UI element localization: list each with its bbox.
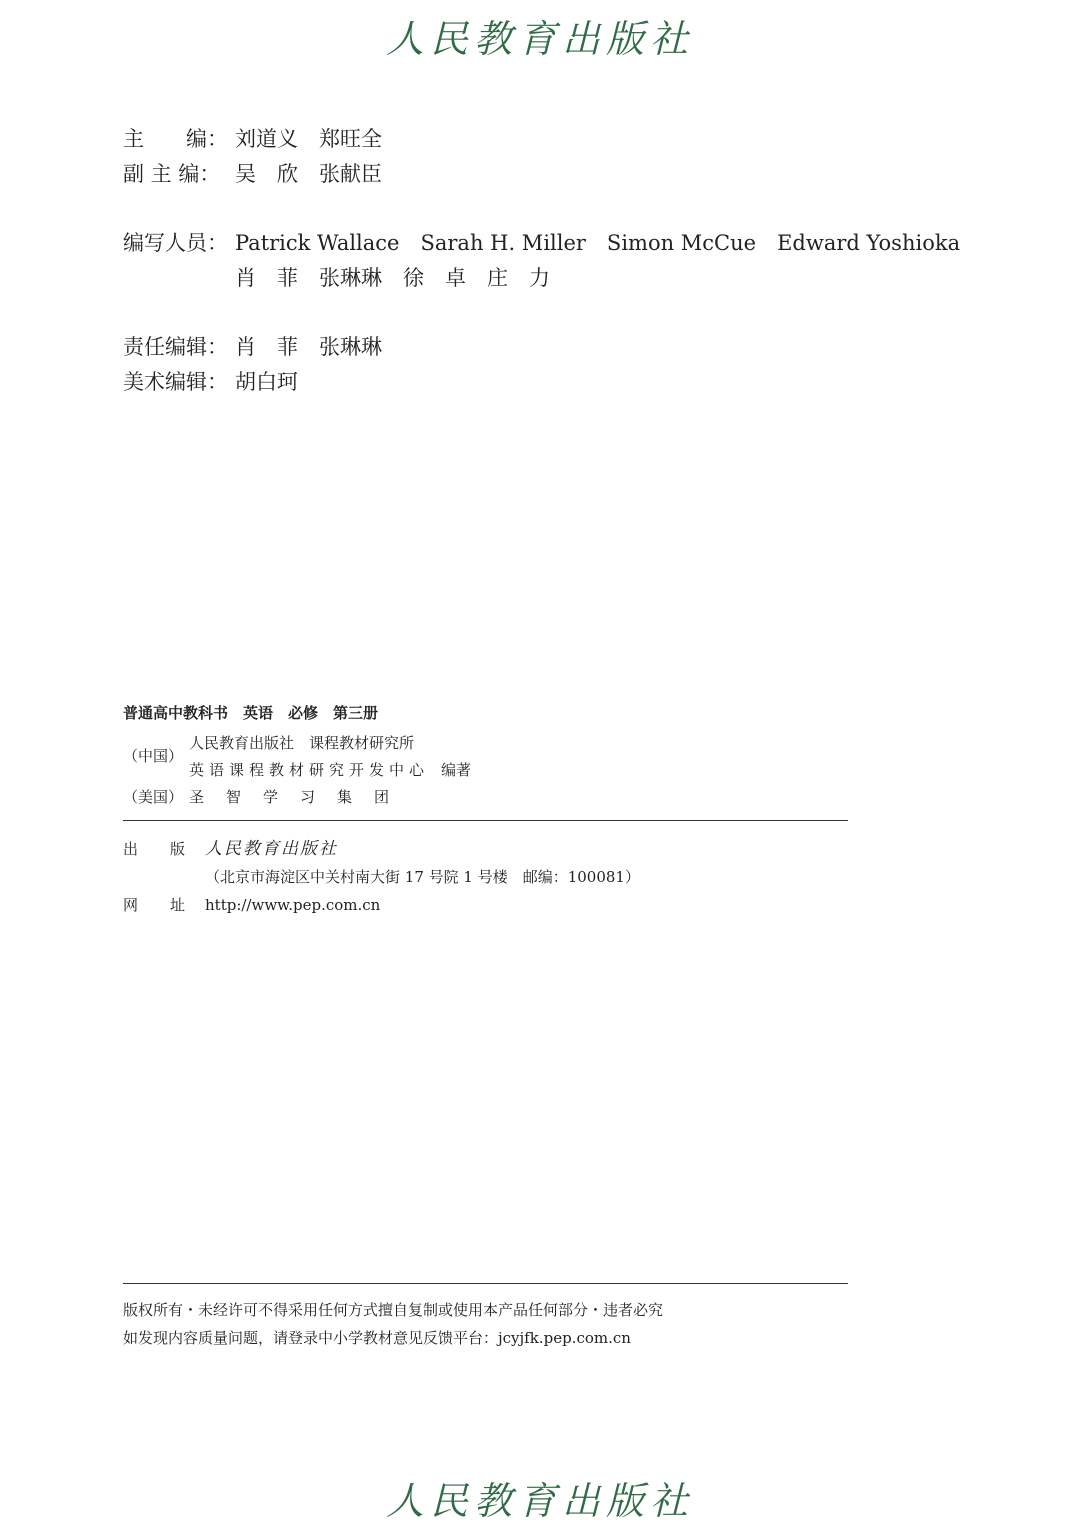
- address-row: [123, 863, 640, 891]
- writers-line1: Patrick Wallace Sarah H. Miller Simon McCue Edward Yoshioka: [235, 231, 961, 255]
- feedback-notice: 如发现内容质量问题，请登录中小学教材意见反馈平台：jcyjfk.pep.com.cn: [123, 1329, 631, 1347]
- credits-block: [123, 122, 960, 400]
- writers-line2: 肖 菲 张琳琳 徐 卓 庄 力: [235, 266, 550, 290]
- publisher-logo-top: 人民教育出版社: [385, 17, 694, 61]
- org-us-label: （美国）: [123, 788, 184, 806]
- publisher-label: 出版: [123, 840, 218, 858]
- writers-label: 编写人员：: [123, 231, 228, 255]
- org-us-row: [123, 784, 848, 811]
- publishing-info: [123, 835, 640, 919]
- responsible-editors-names: 肖 菲 张琳琳: [235, 335, 382, 359]
- writers-row: [123, 226, 960, 261]
- publisher-row: [123, 835, 640, 863]
- art-editor-label: 美术编辑：: [123, 370, 228, 394]
- chief-editors-label: 主 编：: [123, 127, 228, 151]
- chief-editors-names: 刘道义 郑旺全: [235, 127, 382, 151]
- authoring-organizations: [123, 730, 848, 811]
- org-us-name: 圣智学习集团: [189, 788, 412, 806]
- deputy-editors-label: 副 主 编：: [123, 162, 221, 186]
- art-editor-names: 胡白珂: [235, 370, 298, 394]
- org-china-line1: 人民教育出版社 课程教材研究所: [189, 734, 415, 752]
- copyright-notice: 版权所有・未经许可不得采用任何方式擅自复制或使用本产品任何部分・违者必究: [123, 1301, 664, 1319]
- publisher-address: （北京市海淀区中关村南大街 17 号院 1 号楼 邮编：100081）: [205, 868, 640, 886]
- publisher-logo-small: 人民教育出版社: [205, 839, 338, 859]
- org-china-row-2: [123, 757, 848, 784]
- deputy-editors-names: 吴 欣 张献臣: [235, 162, 382, 186]
- responsible-editors-label: 责任编辑：: [123, 335, 228, 359]
- website-link[interactable]: http://www.pep.com.cn: [205, 896, 381, 914]
- divider-top: [123, 820, 848, 821]
- divider-bottom: [123, 1283, 848, 1284]
- art-editor-row: [123, 365, 960, 400]
- publisher-logo-bottom: 人民教育出版社: [385, 1479, 694, 1523]
- website-row: [123, 891, 640, 919]
- chief-editors-row: [123, 122, 960, 157]
- copyright-block: [123, 1296, 663, 1352]
- book-info: [123, 700, 848, 811]
- org-china-role: 编著: [441, 761, 472, 779]
- writers-row-2: [123, 261, 960, 296]
- org-china-label: （中国）: [123, 747, 184, 765]
- book-title: 普通高中教科书 英语 必修 第三册: [123, 704, 379, 722]
- org-china-row-1: [123, 730, 848, 765]
- org-china-line2: 英语课程教材研究开发中心: [189, 761, 430, 779]
- responsible-editors-row: [123, 330, 960, 365]
- deputy-editors-row: [123, 157, 960, 192]
- website-label: 网址: [123, 896, 218, 914]
